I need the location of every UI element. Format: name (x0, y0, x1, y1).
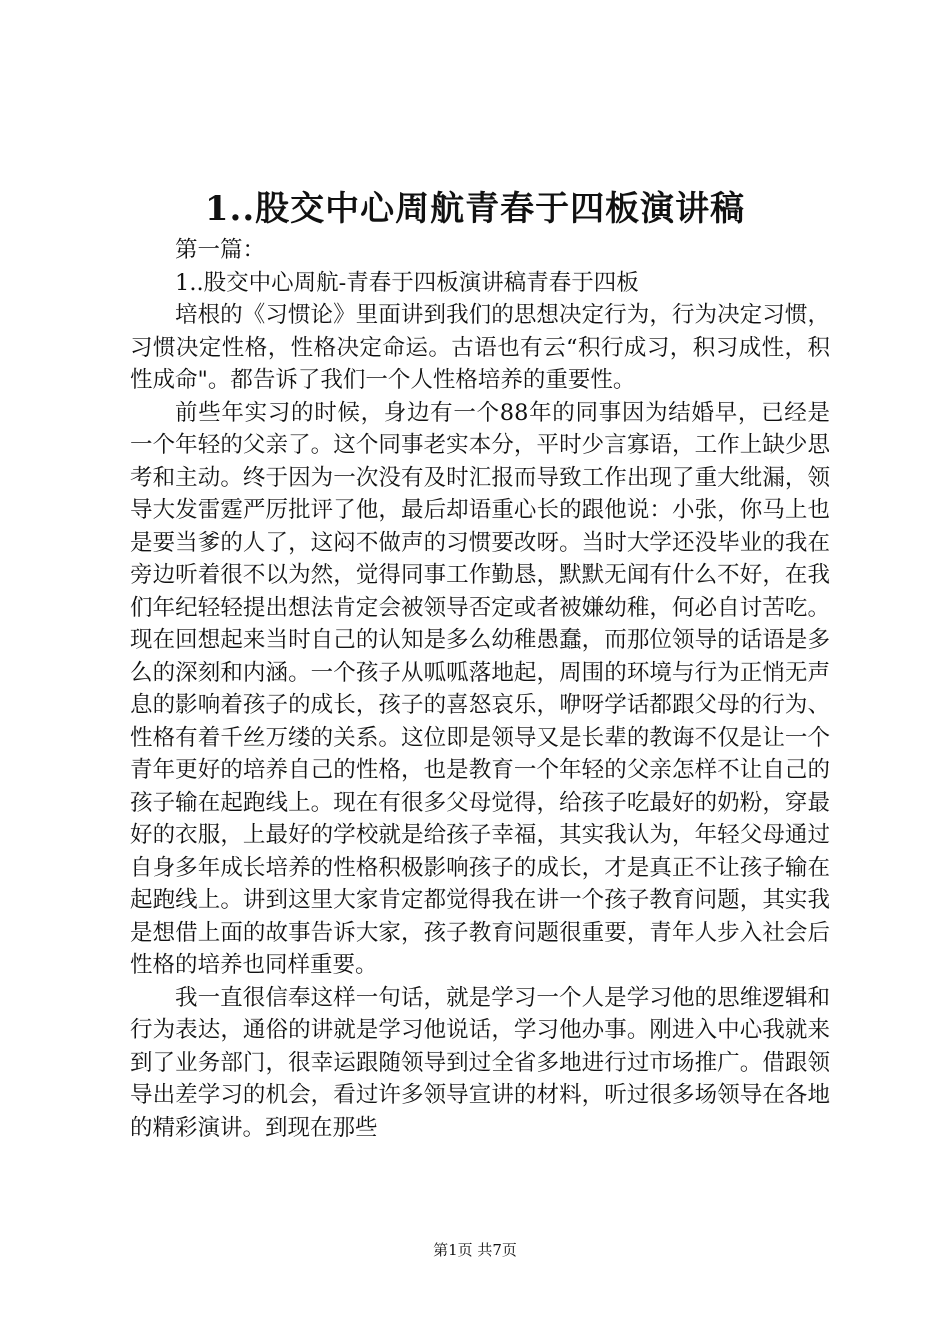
document-title: 1..股交中心周航青春于四板演讲稿 (204, 189, 746, 229)
body-paragraph: 前些年实习的时候，身边有一个88年的同事因为结婚早，已经是一个年轻的父亲了。这个同事老实本分，平时少言寡语，工作上缺少思考和主动。终于因为一次没有及时汇报而导致工作出现了重大纰漏，领导大发雷霆严厉批评了他，最后却语重心长的跟他说：小张，你马上也是要当爹的人了，这闷不做声的习惯要改呀。当时大学还没毕业的我在旁边听着很不以为然，觉得同事工作勤恳，默默无闻有什么不好，在我们年纪轻轻提出想法肯定会被领导否定或者被嫌幼稚，何必自讨苦吃。现在回想起来当时自己的认知是多么幼稚愚蠢，而那位领导的话语是多么的深刻和内涵。一个孩子从呱呱落地起，周围的环境与行为正悄无声息的影响着孩子的成长，孩子的喜怒哀乐，咿呀学话都跟父母的行为、性格有着千丝万缕的关系。这位即是领导又是长辈的教诲不仅是让一个青年更好的培养自己的性格，也是教育一个年轻的父亲怎样不让自己的孩子输在起跑线上。现在有很多父母觉得，给孩子吃最好的奶粉，穿最好的衣服，上最好的学校就是给孩子幸福，其实我认为，年轻父母通过自身多年成长培养的性格积极影响孩子的成长，才是真正不让孩子输在起跑线上。讲到这里大家肯定都觉得我在讲一个孩子教育问题，其实我是想借上面的故事告诉大家，孩子教育问题很重要，青年人步入社会后性格的培养也同样重要。 (130, 399, 830, 978)
page-footer: 第1页 共7页 (433, 1241, 517, 1259)
body-paragraph: 培根的《习惯论》里面讲到我们的思想决定行为，行为决定习惯，习惯决定性格，性格决定命运。古语也有云“积行成习，积习成性，积性成命"。都告诉了我们一个人性格培养的重要性。 (130, 302, 830, 393)
subtitle-line: 1..股交中心周航-青春于四板演讲稿青春于四板 (175, 269, 639, 296)
document-body (130, 234, 830, 1144)
body-paragraph: 我一直很信奉这样一句话，就是学习一个人是学习他的思维逻辑和行为表达，通俗的讲就是学习他说话，学习他办事。刚进入中心我就来到了业务部门，很幸运跟随领导到过全省多地进行过市场推广。借跟领导出差学习的机会，看过许多领导宣讲的材料，听过很多场领导在各地的精彩演讲。到现在那些 (130, 984, 830, 1141)
section-heading: 第一篇： (175, 237, 266, 263)
